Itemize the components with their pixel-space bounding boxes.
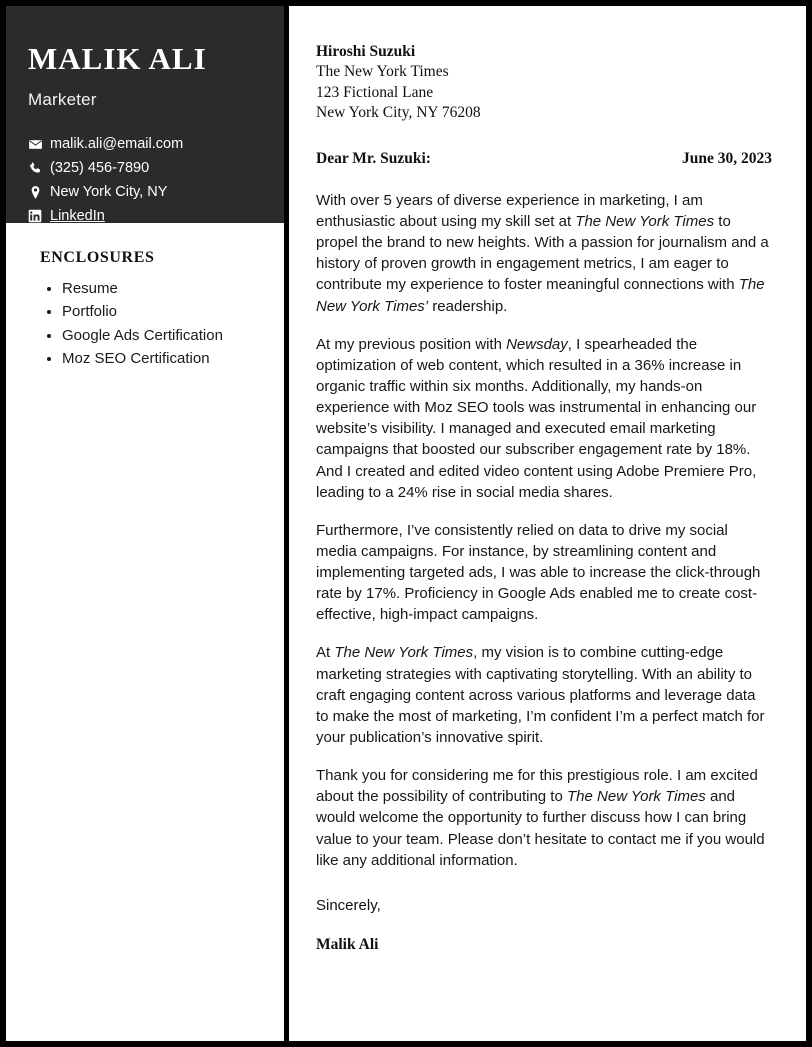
salutation: Dear Mr. Suzuki: bbox=[316, 149, 431, 167]
applicant-name: MALIK ALI bbox=[28, 41, 207, 76]
envelope-icon bbox=[28, 137, 50, 152]
document-page bbox=[6, 6, 806, 1041]
enclosures-section bbox=[6, 223, 284, 370]
list-item: • Resume bbox=[62, 277, 262, 300]
letter-body bbox=[289, 6, 806, 1041]
contact-phone-text: (325) 456-7890 bbox=[50, 160, 150, 177]
contact-phone bbox=[28, 160, 262, 176]
contact-email-text: malik.ali@email.com bbox=[50, 136, 184, 153]
salutation-row bbox=[316, 150, 772, 168]
contact-linkedin-text[interactable]: LinkedIn bbox=[50, 208, 105, 225]
letter-date: June 30, 2023 bbox=[682, 149, 772, 167]
paragraph: Furthermore, I’ve consistently relied on data to drive my social media campaigns. For instance, by streamlining content and implementing targeted ads, I was able to increase the click-through rate by 17%. Proficiency in Google Ads enabled me to create cost-effective, high-impact campaigns. bbox=[316, 521, 761, 624]
recipient-block bbox=[316, 42, 772, 124]
paragraph: At my previous position with Newsday, I spearheaded the optimization of web content, which resulted in a 36% increase in organic traffic within six months. Additionally, my hands-on experience with Moz SEO tools was instrumental in enhancing our website’s visibility. I managed and executed email marketing campaigns that boosted our subscriber engagement rate by 18%. And I created and edited video content using Adobe Premiere Pro, leading to a 24% rise in social media shares. bbox=[316, 335, 757, 501]
contact-linkedin[interactable] bbox=[28, 208, 262, 224]
phone-icon bbox=[28, 161, 50, 176]
sign-off: Sincerely, bbox=[316, 896, 381, 914]
list-item: • Portfolio bbox=[62, 300, 262, 323]
cover-letter bbox=[6, 6, 806, 1041]
contact-location-text: New York City, NY bbox=[50, 184, 168, 201]
recipient-city: New York City, NY 76208 bbox=[316, 104, 481, 122]
paragraph: At The New York Times, my vision is to combine cutting-edge marketing strategies with captivating storytelling. With an ability to craft engaging content across various platforms and leverage data to make the most of marketing, I’m confident I’m a perfect match for your publication’s innovative spirit. bbox=[316, 644, 765, 747]
signature: Malik Ali bbox=[316, 935, 379, 953]
contact-location bbox=[28, 184, 262, 200]
paragraph: With over 5 years of diverse experience in marketing, I am enthusiastic about using my skill set at The New York Times to propel the brand to new heights. With a passion for journalism and a history of proven growth in engagement metrics, I am eager to contribute my experience to foster meaningful connections with The New York Times’ readership. bbox=[316, 191, 769, 315]
location-pin-icon bbox=[28, 185, 50, 200]
contact-email bbox=[28, 136, 262, 152]
list-item: • Moz SEO Certification bbox=[62, 347, 262, 370]
sidebar bbox=[6, 6, 284, 1041]
sidebar-header bbox=[6, 6, 284, 223]
paragraph: Thank you for considering me for this prestigious role. I am excited about the possibility of contributing to The New York Times and would welcome the opportunity to further discuss how I can bring value to your team. Please don’t hesitate to contact me if you would like any additional information. bbox=[316, 767, 765, 869]
recipient-name: Hiroshi Suzuki bbox=[316, 43, 416, 60]
letter-paragraphs bbox=[316, 190, 772, 871]
linkedin-icon bbox=[28, 209, 50, 223]
enclosures-title: ENCLOSURES bbox=[40, 249, 155, 266]
contact-list bbox=[28, 136, 262, 224]
recipient-street: 123 Fictional Lane bbox=[316, 83, 434, 101]
list-item: • Google Ads Certification bbox=[62, 324, 262, 347]
applicant-role: Marketer bbox=[28, 90, 97, 110]
recipient-company: The New York Times bbox=[316, 63, 449, 81]
enclosures-list bbox=[40, 277, 262, 370]
